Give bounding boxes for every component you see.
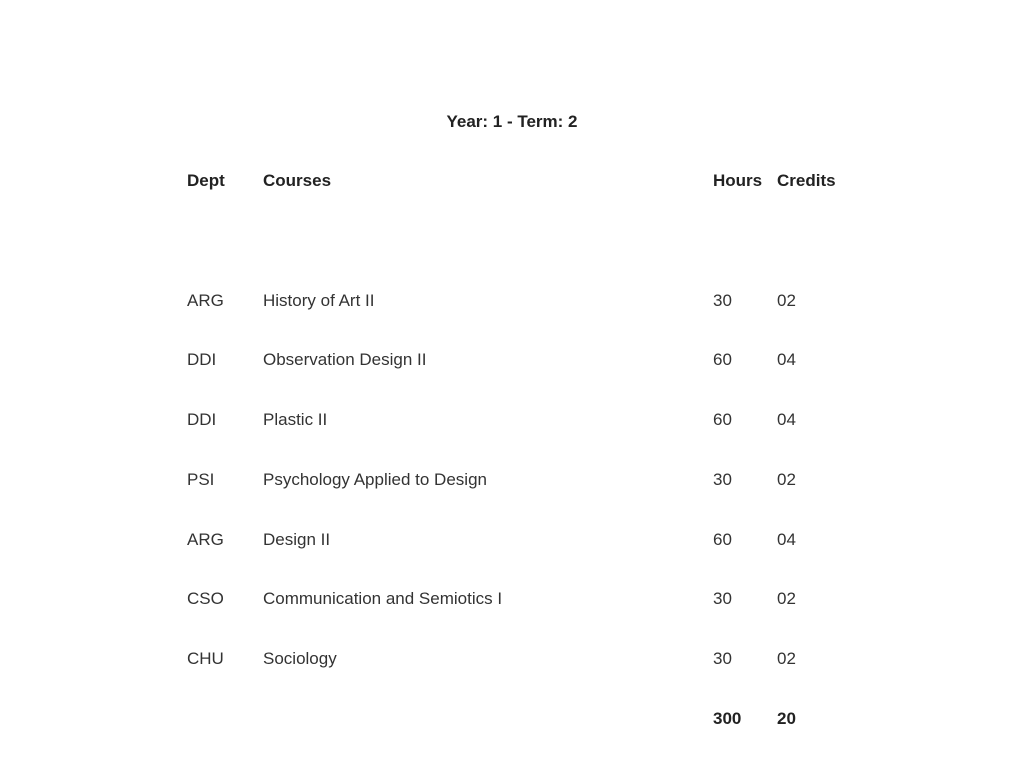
table-row: [0, 409, 1024, 431]
total-hours: 300: [713, 709, 742, 728]
cell-hours: 30: [713, 649, 732, 668]
cell-dept: DDI: [187, 350, 217, 369]
cell-credits: 02: [777, 649, 796, 668]
cell-hours: 60: [713, 350, 732, 369]
cell-course: Plastic II: [263, 410, 328, 429]
table-row: [0, 349, 1024, 371]
header-courses: Courses: [263, 171, 332, 190]
cell-hours: 60: [713, 410, 732, 429]
table-row: [0, 290, 1024, 312]
table-header: [0, 170, 1024, 192]
header-credits: Credits: [777, 171, 836, 190]
table-row: [0, 648, 1024, 670]
cell-dept: ARG: [187, 530, 224, 549]
cell-dept: PSI: [187, 470, 215, 489]
cell-course: Observation Design II: [263, 350, 427, 369]
cell-hours: 30: [713, 589, 732, 608]
totals-row: [0, 708, 1024, 730]
cell-credits: 02: [777, 291, 796, 310]
cell-hours: 60: [713, 530, 732, 549]
page-title: Year: 1 - Term: 2: [446, 112, 578, 131]
table-row: [0, 529, 1024, 551]
cell-dept: DDI: [187, 410, 217, 429]
cell-dept: ARG: [187, 291, 224, 310]
cell-course: Design II: [263, 530, 331, 549]
table-row: [0, 588, 1024, 610]
cell-credits: 02: [777, 589, 796, 608]
cell-course: Sociology: [263, 649, 337, 668]
cell-course: Communication and Semiotics I: [263, 589, 503, 608]
cell-hours: 30: [713, 291, 732, 310]
cell-credits: 04: [777, 350, 796, 369]
cell-hours: 30: [713, 470, 732, 489]
cell-credits: 04: [777, 530, 796, 549]
header-hours: Hours: [713, 171, 763, 190]
total-credits: 20: [777, 709, 796, 728]
cell-course: History of Art II: [263, 291, 375, 310]
cell-dept: CSO: [187, 589, 224, 608]
cell-credits: 04: [777, 410, 796, 429]
header-dept: Dept: [187, 171, 225, 190]
cell-credits: 02: [777, 470, 796, 489]
cell-course: Psychology Applied to Design: [263, 470, 487, 489]
cell-dept: CHU: [187, 649, 224, 668]
table-row: [0, 469, 1024, 491]
